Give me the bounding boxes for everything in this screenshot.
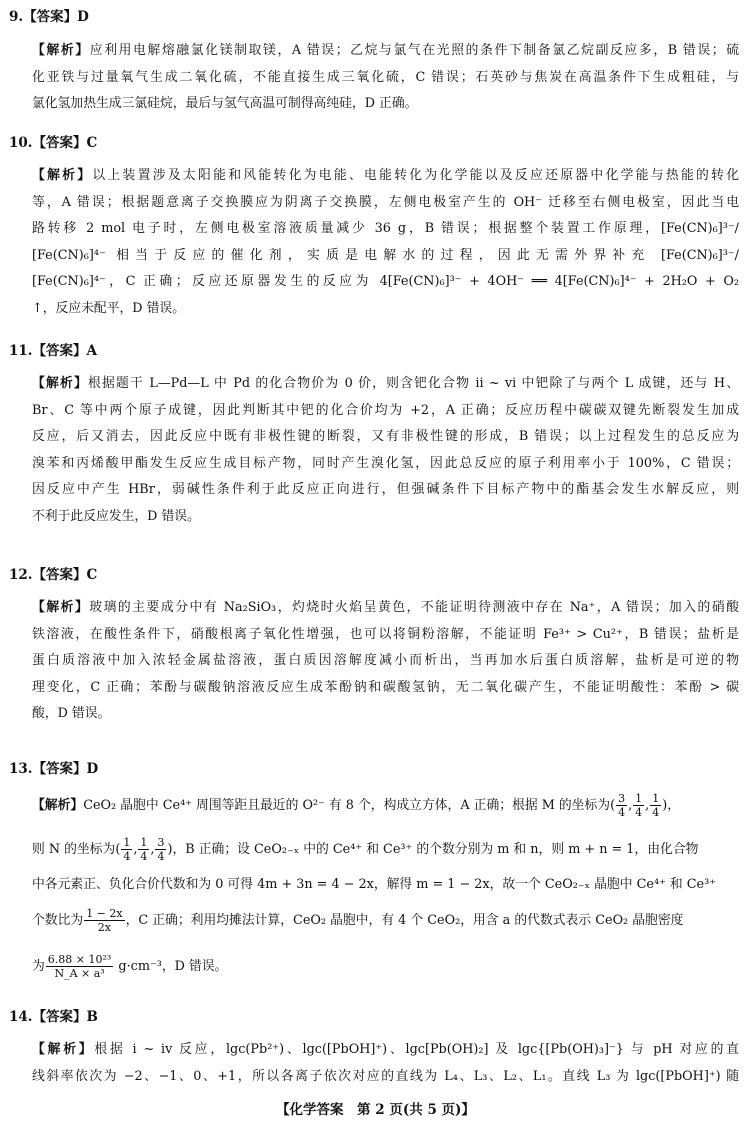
q13-explanation: 【解析】CeO₂ 晶胞中 Ce⁴⁺ 周围等距且最近的 O²⁻ 有 8 个，构成立方体，A 正确；根据 M 的坐标为( $\frac{3}{4}$ , $\frac{1}{4}$ , $\frac{1}{4}$ )， 则 N 的坐标为( $\frac{1}{4}$ , $\frac{1}{4}$ , $\frac{3}{4}$ )，B 正确；设 CeO₂₋ₓ 中的 Ce⁴⁺ 和 Ce³⁺ 的个数分别为 m 和 n，则 m + n = 1，由化合物 中各元素正、负化合价代数和为 0 可得 4m + 3n = 4 − 2x，解得 m = 1 − 2x，故一个 CeO₂₋ₓ 晶胞中 Ce⁴⁺ 和 Ce³⁺ 个数比为 $\frac{1 - 2x}{2x}$ ，C 正确；利用均摊法计算，CeO₂ 晶胞中，有 4 个 CeO₂，用含 a 的代数式表示 CeO₂ 晶胞密度 为 $\frac{\text{6.88 × 10²³}}{\text{N\_A × a³}}$ g·cm⁻³，D 错误。 (32, 792, 717, 980)
q9-explanation: 【解析】应利用电解熔融氯化镁制取镁，A 错误；乙烷与氯气在光照的条件下制备氯乙烷副反应多，B 错误；硫 化亚铁与过量氧气生成二氧化硫，不能直接生成三氧化硫，C 错误；石英砂与焦炭在高温条件下生成粗硅，与 氯化氢加热生成三氯硅烷，最后与氢气高温可制得高纯硅，D 正确。 (32, 43, 739, 111)
page-footer: 【化学答案 第 2 页(共 5 页)】 (276, 1102, 475, 1118)
q12-answer: 12.【答案】C (9, 567, 98, 583)
q12-explanation: 【解析】玻璃的主要成分中有 Na₂SiO₃，灼烧时火焰呈黄色，不能证明待测液中存在 Na⁺，A 错误；加入的硝酸 铁溶液，在酸性条件下，硝酸根离子氧化性增强，也可以将铜粉溶解，不能证明 Fe³⁺ > Cu²⁺，B 错误；盐析是 蛋白质溶液中加入浓轻金属盐溶液，蛋白质因溶解度减小而析出，当再加水后蛋白质溶解，盐析是可逆的物 理变化，C 正确；苯酚与碳酸钠溶液反应生成苯酚钠和碳酸氢钠，无二氧化碳产生，不能证明酸性：苯酚 > 碳 酸，D 错误。 (32, 600, 739, 721)
m-coord-y: $\frac{1}{4}$ (635, 792, 643, 819)
n-coord-z: $\frac{3}{4}$ (157, 836, 165, 863)
density-fraction: $\frac{\text{6.88 × 10²³}}{\text{N\_A × a³}}$ (47, 952, 112, 980)
q11-answer: 11.【答案】A (9, 343, 97, 359)
q11-label: 【解析】 (32, 376, 89, 391)
n-coord-x: $\frac{1}{4}$ (123, 836, 131, 863)
m-coord-z: $\frac{1}{4}$ (652, 792, 660, 819)
q14-answer: 14.【答案】B (9, 1009, 98, 1025)
q10-label: 【解析】 (32, 168, 93, 183)
q10-answer: 10.【答案】C (9, 135, 98, 151)
q10-explanation: 【解析】以上装置涉及太阳能和风能转化为电能、电能转化为化学能以及反应还原器中化学能与热能的转化 等，A 错误；根据题意离子交换膜应为阴离子交换膜，左侧电极室产生的 OH⁻ 迁移至右侧电极室，因此当电 路转移 2 mol 电子时，左侧电极室溶液质量减少 36 g，B 错误；根据整个装置工作原理，[Fe(CN)₆]³⁻/ [Fe(CN)₆]⁴⁻ 相当于反应的催化剂，实质是电解水的过程，因此无需外界补充 [Fe(CN)₆]³⁻/ [Fe(CN)₆]⁴⁻，C 正确；反应还原器发生的反应为 4[Fe(CN)₆]³⁻ + 4OH⁻ ══ 4[Fe(CN)₆]⁴⁻ + 2H₂O + O₂ ↑，反应未配平，D 错误。 (32, 168, 739, 316)
n-coord-y: $\frac{1}{4}$ (140, 836, 148, 863)
q12-label: 【解析】 (32, 600, 90, 615)
ion-ratio-fraction: $\frac{1 - 2x}{2x}$ (86, 906, 123, 934)
q11-explanation: 【解析】根据题干 L—Pd—L 中 Pd 的化合物价为 0 价，则含钯化合物 ii ~ vi 中钯除了与两个 L 成键，还与 H、 Br、C 等中两个原子成键，因此判断其中钯的化合价均为 +2，A 正确；反应历程中碳碳双键先断裂发生加成 反应，后又消去，因此反应中既有非极性键的断裂，又有非极性键的形成，B 错误；以上过程发生的总反应为 溴苯和丙烯酸甲酯发生反应生成目标产物，同时产生溴化氢，因此总反应的原子利用率小于 100%，C 错误； 因反应中产生 HBr，弱碱性条件利于此反应正向进行，但强碱条件下目标产物中的酯基会发生水解反应，则 不利于此反应发生，D 错误。 (32, 376, 739, 524)
q14-explanation: 【解析】根据 i ~ iv 反应，lgc(Pb²⁺)、lgc([PbOH]⁺)、lgc[Pb(OH)₂] 及 lgc{[Pb(OH)₃]⁻} 与 pH 对应的直 线斜率依次为 −2、−1、0、+1，所以各离子依次对应的直线为 L₄、L₃、L₂、L₁。直线 L₃ 为 lgc([PbOH]⁺) 随 (32, 1042, 739, 1084)
q13-answer: 13.【答案】D (9, 761, 99, 777)
q13-label: 【解析】 (32, 798, 84, 813)
m-coord-x: $\frac{3}{4}$ (618, 792, 626, 819)
q14-label: 【解析】 (32, 1042, 95, 1057)
q9-label: 【解析】 (32, 43, 90, 58)
q9-answer: 9.【答案】D (9, 9, 89, 25)
